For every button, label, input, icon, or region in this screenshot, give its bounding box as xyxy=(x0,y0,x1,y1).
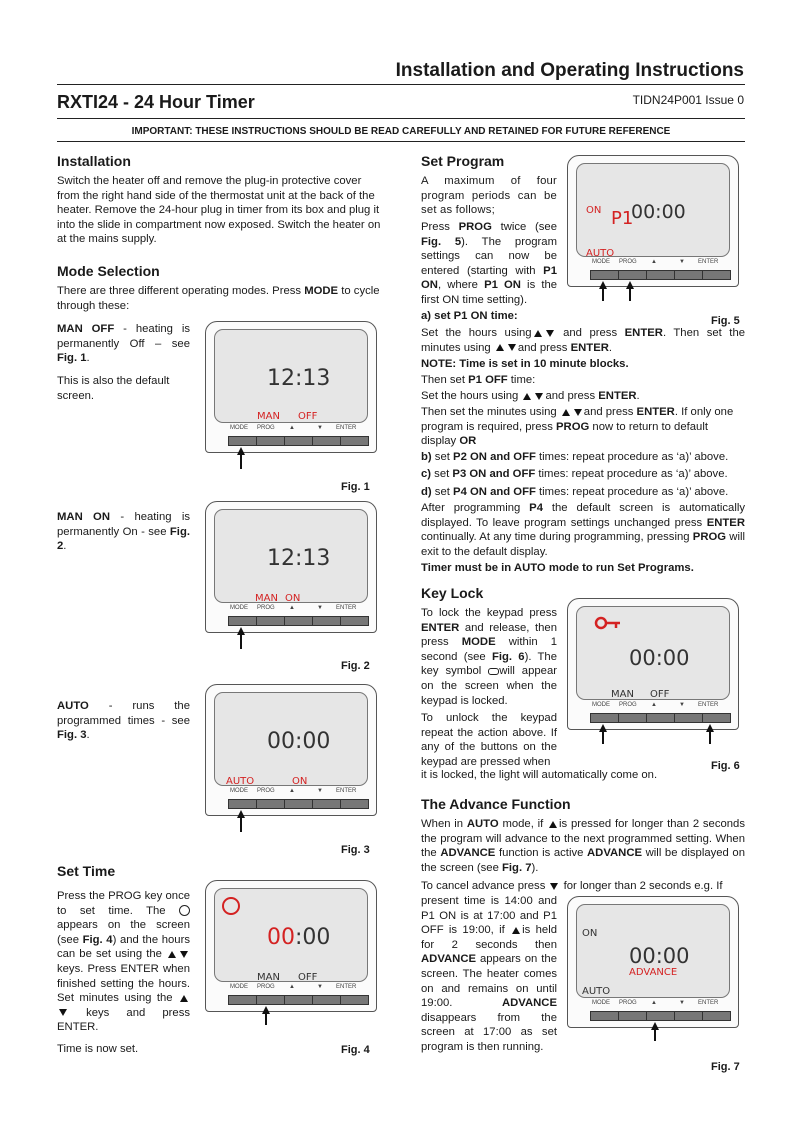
lcd-time: 00:00 xyxy=(267,925,331,950)
timer-figure-5 xyxy=(567,155,739,300)
auto-text: AUTO - runs the programmed times - see Fig. 3. xyxy=(57,700,190,742)
down-arrow-icon: ▼ xyxy=(317,984,323,990)
minutes-text: Then set the minutes using and press ENTER. If only one program is required, press PROG now to return to default display OR xyxy=(421,406,734,448)
timer-figure-2 xyxy=(205,501,377,646)
up-arrow-icon xyxy=(512,927,520,934)
installation-heading: Installation xyxy=(57,153,131,169)
up-arrow-icon xyxy=(534,330,542,337)
man-off-note: This is also the default screen. xyxy=(57,375,170,402)
mode-intro: There are three different operating modes. Press MODE to cycle through these: xyxy=(57,285,380,312)
lcd-time: 00:00 xyxy=(267,729,331,754)
header-rule xyxy=(57,84,745,85)
figure-caption: Fig. 6 xyxy=(711,760,740,772)
lcd-time: 00:00 xyxy=(629,646,690,670)
set-program-intro: A maximum of four program periods can be set as follows; xyxy=(421,175,557,217)
up-arrow-icon xyxy=(496,344,504,351)
down-arrow-icon: ▼ xyxy=(679,259,685,265)
clock-icon xyxy=(179,905,190,916)
step-a-text: Set the hours using and press ENTER. Then set the minutes using and press ENTER. xyxy=(421,327,746,354)
lcd-time: 12:13 xyxy=(267,366,331,391)
timer-figure-1 xyxy=(205,321,377,466)
auto-mode-note: Timer must be in AUTO mode to run Set Programs. xyxy=(421,562,694,574)
up-arrow-icon: ▲ xyxy=(651,1000,657,1006)
lcd-mode: AUTO xyxy=(582,986,611,997)
up-arrow-icon xyxy=(523,393,531,400)
down-arrow-icon xyxy=(535,393,543,400)
doc-ref: TIDN24P001 Issue 0 xyxy=(632,93,744,107)
lcd-mode: AUTO xyxy=(226,776,255,787)
doc-title: RXTI24 - 24 Hour Timer xyxy=(57,92,255,112)
step-d-text: d) set P4 ON and OFF times: repeat procedure as ‘a)’ above. xyxy=(421,486,729,498)
figure-caption: Fig. 1 xyxy=(341,481,370,493)
step-b-text: b) set P2 ON and OFF times: repeat procedure as ‘a)’ above. xyxy=(421,451,729,463)
timer-figure-4 xyxy=(205,880,377,1025)
down-arrow-icon xyxy=(180,951,188,958)
advance-p2: To cancel advance press for longer than 2 seconds e.g. If xyxy=(421,880,723,892)
figure-caption: Fig. 4 xyxy=(341,1044,370,1056)
button-labels: MODE PROG ▲ ▼ ENTER xyxy=(230,788,357,794)
advance-p3: present time is 14:00 and P1 ON is at 17:00 and P1 OFF is 19:00, if is held for 2 seconds then ADVANCE appears on the screen. The heater comes on and remains on until 19:00. ADVANCE disappears from the screen at 17:00 as set program is then running. xyxy=(421,895,558,1053)
key-lock-heading: Key Lock xyxy=(421,585,484,601)
installation-body: Switch the heater off and remove the plug-in protective cover from the right hand side of the thermostat unit at the back of the heater. Remove the 24-hour plug in timer from its box and plug it into the slide in compartment now exposed. Switch the heater on at the mains supply. xyxy=(57,175,381,246)
up-arrow-icon: ▲ xyxy=(289,788,295,794)
down-arrow-icon: ▼ xyxy=(317,788,323,794)
down-arrow-icon xyxy=(574,409,582,416)
button-labels: MODE PROG ▲ ▼ ENTER xyxy=(230,605,357,611)
timer-figure-7 xyxy=(567,896,739,1041)
key-lock-body: To lock the keypad press ENTER and release, then press MODE within 1 second (see Fig. 6). The key symbol will appear on the screen when the keypad is locked. xyxy=(421,607,557,707)
lcd-state: OFF xyxy=(298,411,318,422)
important-notice: IMPORTANT: THESE INSTRUCTIONS SHOULD BE READ CAREFULLY AND RETAINED FOR FUTURE REFERENCE xyxy=(131,126,671,137)
up-arrow-icon xyxy=(549,821,557,828)
step-a-heading: a) set P1 ON time: xyxy=(421,310,518,322)
key-icon xyxy=(488,668,499,675)
lcd-state: ON xyxy=(285,593,301,604)
lcd-state: ON xyxy=(586,205,602,216)
then-text: Then set P1 OFF time: xyxy=(421,374,536,386)
down-arrow-icon: ▼ xyxy=(679,702,685,708)
button-labels: MODE PROG ▲ ▼ ENTER xyxy=(230,984,357,990)
title-rule xyxy=(57,118,745,119)
down-arrow-icon: ▼ xyxy=(679,1000,685,1006)
clock-icon xyxy=(222,897,240,915)
up-arrow-icon: ▲ xyxy=(289,425,295,431)
up-arrow-icon xyxy=(180,995,188,1002)
lcd-program: P1 xyxy=(611,208,634,229)
header-title: Installation and Operating Instructions xyxy=(395,60,744,81)
set-time-body: Press the PROG key once to set time. The appears on the screen (see Fig. 4) and the hours can be set using the keys. Press ENTER when finished setting the hours. Set minutes using the keys and press ENTER. xyxy=(57,890,190,1034)
note-text: NOTE: Time is set in 10 minute blocks. xyxy=(421,358,629,370)
key-icon xyxy=(594,615,622,631)
button-labels: MODE PROG ▲ ▼ ENTER xyxy=(230,425,357,431)
lcd-state: ON xyxy=(292,776,308,787)
up-arrow-icon: ▲ xyxy=(289,984,295,990)
step-c-text: c) set P3 ON and OFF times: repeat procedure as ‘a)’ above. xyxy=(421,468,728,480)
up-arrow-icon: ▲ xyxy=(289,605,295,611)
button-labels: MODE PROG ▲ ▼ ENTER xyxy=(592,1000,719,1006)
set-program-press: Press PROG twice (see Fig. 5). The program settings can now be entered (starting with P1 ON, where P1 ON is the first ON time setting). xyxy=(421,221,558,306)
man-on-text: MAN ON - heating is permanently On - see Fig. 2. xyxy=(57,511,191,553)
up-arrow-icon xyxy=(562,409,570,416)
timer-figure-6 xyxy=(567,598,739,743)
lcd-mode: MAN xyxy=(611,689,634,700)
lcd-mode: AUTO xyxy=(586,248,615,259)
figure-caption: Fig. 3 xyxy=(341,844,370,856)
lcd-time: 00:00 xyxy=(629,944,690,968)
down-arrow-icon: ▼ xyxy=(317,425,323,431)
set-program-heading: Set Program xyxy=(421,153,505,169)
advance-p1: When in AUTO mode, if is pressed for longer than 2 seconds the program will advance to the next programmed setting. When the ADVANCE function is active ADVANCE will be displayed on the screen (see Fig. 7). xyxy=(421,818,745,874)
up-arrow-icon: ▲ xyxy=(651,259,657,265)
down-arrow-icon: ▼ xyxy=(317,605,323,611)
figure-caption: Fig. 2 xyxy=(341,660,370,672)
up-arrow-icon xyxy=(168,951,176,958)
lcd-state: OFF xyxy=(298,972,318,983)
key-unlock-end: it is locked, the light will automatically come on. xyxy=(421,769,658,781)
button-labels: MODE PROG ▲ ▼ ENTER xyxy=(592,702,719,708)
set-time-done: Time is now set. xyxy=(57,1043,139,1055)
up-arrow-icon: ▲ xyxy=(651,702,657,708)
lcd-time: 12:13 xyxy=(267,546,331,571)
lcd-mode: MAN xyxy=(257,411,280,422)
lcd-mode: MAN xyxy=(257,972,280,983)
lcd-time: 00:00 xyxy=(631,201,686,223)
figure-caption: Fig. 7 xyxy=(711,1061,740,1073)
down-arrow-icon xyxy=(508,344,516,351)
lcd-mode: MAN xyxy=(255,593,278,604)
after-text: After programming P4 the default screen is automatically displayed. To leave program settings unchanged press ENTER continually. At any time during programming, pressing PROG will exit to the default display. xyxy=(421,502,746,558)
man-off-text: MAN OFF - heating is permanently Off – see Fig. 1. xyxy=(57,323,190,365)
mode-selection-heading: Mode Selection xyxy=(57,263,160,279)
lcd-state: OFF xyxy=(650,689,670,700)
down-arrow-icon xyxy=(59,1009,67,1016)
advance-heading: The Advance Function xyxy=(421,796,571,812)
figure-caption: Fig. 5 xyxy=(711,315,740,327)
lcd-advance: ADVANCE xyxy=(629,967,678,978)
timer-figure-3 xyxy=(205,684,377,829)
lcd-state: ON xyxy=(582,928,598,939)
button-labels: MODE PROG ▲ ▼ ENTER xyxy=(592,259,719,265)
key-unlock-text: To unlock the keypad repeat the action above. If any of the buttons on the keypad are pressed when xyxy=(421,712,557,768)
notice-rule xyxy=(57,141,745,142)
down-arrow-icon xyxy=(546,330,554,337)
down-arrow-icon xyxy=(550,883,558,890)
hours-text: Set the hours using and press ENTER. xyxy=(421,390,640,402)
set-time-heading: Set Time xyxy=(57,863,116,879)
